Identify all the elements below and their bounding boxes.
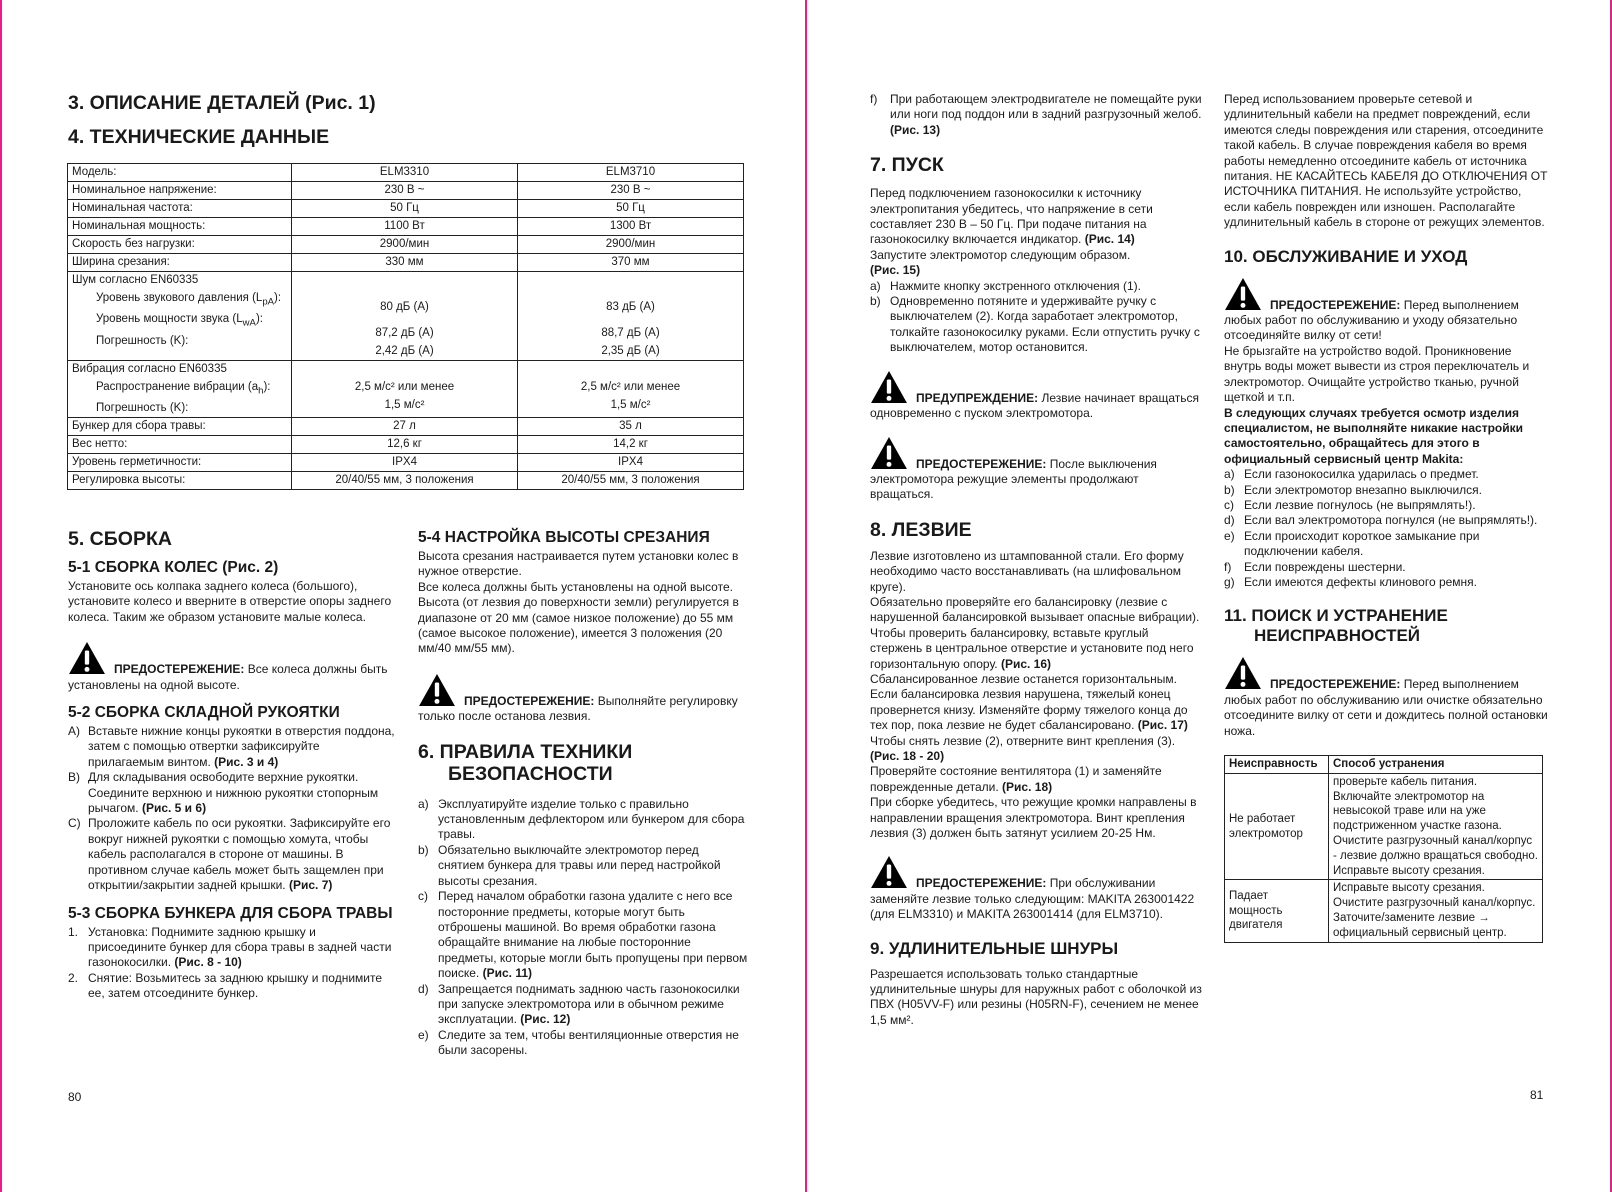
section-9-text: Разрешается использовать только стандартные удлинительные шнуры для наружных работ с оболочкой из ПВХ (H05VV-F) или резины (H05RN-F), сечением не менее 1,5 мм². xyxy=(870,966,1202,1027)
spec-value: 50 Гц xyxy=(518,200,744,218)
spec-value: 14,2 кг xyxy=(518,436,744,454)
spec-row xyxy=(68,200,744,218)
fault-cell: Не работает электромотор xyxy=(1225,773,1329,880)
section-5-4-text: Высота срезания настраивается путем установки колес в нужное отверстие. xyxy=(418,549,739,579)
spec-row xyxy=(68,472,744,490)
warning-10: ПРЕДОСТЕРЕЖЕНИЕ: Перед выполнением любых работ по обслуживанию и уходу обязательно отсоединяйте вилку от сети! xyxy=(1224,277,1548,344)
section-5-heading: 5. СБОРКА xyxy=(68,528,172,550)
section-10-text-bold: В следующих случаях требуется осмотр изделия специалистом, не выполняйте никакие настройки самостоятельно, обращайтесь для этого в официальный сервисный центр Makita: xyxy=(1224,405,1524,466)
section-8-text: Сбалансированное лезвие останется горизонтальным. Если балансировка лезвия нарушена, тяжелый конец провернется книзу. Изменяйте форму тяжелого конца до тех пор, пока лезвие не будет сбалансировано. (Рис. 17) Чтобы снять лезвие (2), отверните винт крепления (3). (Рис. 18 - 20) xyxy=(870,671,1188,763)
fault-cell: Падает мощность двигателя xyxy=(1225,880,1329,942)
warning-8: ПРЕДОСТЕРЕЖЕНИЕ: При обслуживании заменяйте лезвие только следующим: MAKITA 263001422 (для ELM3310) и MAKITA 263001414 (для ELM3710). xyxy=(870,855,1204,922)
spec-row xyxy=(68,164,744,182)
list-item: e) Следите за тем, чтобы вентиляционные отверстия не были засорены. xyxy=(418,1027,739,1058)
spec-value: 2900/мин xyxy=(292,236,518,254)
section-9-heading: 9. УДЛИНИТЕЛЬНЫЕ ШНУРЫ xyxy=(870,938,1119,958)
spec-noise-values-2 xyxy=(518,272,744,361)
spec-value: 83 дБ (A) xyxy=(606,301,655,313)
spec-value: 230 В ~ xyxy=(292,182,518,200)
spec-vib-values-2 xyxy=(518,361,744,418)
spec-value: 20/40/55 мм, 3 положения xyxy=(518,472,744,490)
spec-value: 50 Гц xyxy=(292,200,518,218)
noise-title: Шум согласно EN60335 xyxy=(72,274,199,286)
spec-value: 370 мм xyxy=(518,254,744,272)
warning-11: ПРЕДОСТЕРЕЖЕНИЕ: Перед выполнением любых работ по обслуживанию или очистке обязательно отсоедините вилку от сети и дождитесь полной остановки ножа. xyxy=(1224,656,1548,739)
list-item: a) Если газонокосилка ударилась о предмет. xyxy=(1224,467,1479,482)
page-number: 80 xyxy=(68,1090,82,1104)
list-item: e) Если происходит короткое замыкание при подключении кабеля. xyxy=(1224,528,1480,559)
spec-label: Номинальная частота: xyxy=(68,200,292,218)
troubleshooting-table xyxy=(1224,755,1543,943)
spec-value: 1,5 м/с² xyxy=(384,399,425,411)
spec-value: IPX4 xyxy=(292,454,518,472)
list-item: f) При работающем электродвигателе не помещайте руки или ноги под поддон или в задний разгрузочный желоб. (Рис. 13) xyxy=(870,92,1202,137)
page-number: 81 xyxy=(1530,1088,1544,1102)
warning-icon xyxy=(870,370,908,404)
spec-row-noise xyxy=(68,272,744,361)
spec-label: Номинальное напряжение: xyxy=(68,182,292,200)
section-5-4-text: Все колеса должны быть установлены на одной высоте. xyxy=(418,579,733,594)
section-5-4-heading: 5-4 НАСТРОЙКА ВЫСОТЫ СРЕЗАНИЯ xyxy=(418,529,710,546)
warning-icon xyxy=(1224,277,1262,311)
right-column xyxy=(418,528,748,1059)
table-header-row xyxy=(1225,756,1543,774)
section-5-2-list xyxy=(68,724,396,893)
table-row xyxy=(1225,880,1543,942)
section-7-text: Перед подключением газонокосилки к источнику электропитания убедитесь, что напряжение в сети составляет 230 В – 50 Гц. При подаче питания на газонокосилку включается индикатор. (Рис. 14) xyxy=(870,186,1153,247)
section-5-2-heading: 5-2 СБОРКА СКЛАДНОЙ РУКОЯТКИ xyxy=(68,704,340,722)
list-item: C) Проложите кабель по оси рукоятки. Зафиксируйте его вокруг нижней рукоятки с помощью хомута, чтобы кабель располагался в стороне от машины. В противном случае кабель может быть защемлен при открытии/закрытии задней крышки. (Рис. 7) xyxy=(68,816,391,893)
warning-7a: ПРЕДУПРЕЖДЕНИЕ: Лезвие начинает вращаться одновременно с пуском электромотора. xyxy=(870,370,1204,422)
spec-row xyxy=(68,454,744,472)
list-item: d) Запрещается поднимать заднюю часть газонокосилки при запуске электромотора или в обычном режиме эксплуатации. (Рис. 12) xyxy=(418,981,740,1027)
noise-lwa-label: Уровень мощности звука $(L_{wA})$: xyxy=(96,313,263,329)
list-item: c) Перед началом обработки газона удалите с него все посторонние предметы, которые могут быть отброшены машиной. Во время обработки газона обращайте внимание на любые посторонние предметы, которые могли быть пропущены при первом поиске. (Рис. 11) xyxy=(418,889,748,981)
warning-5-1: ПРЕДОСТЕРЕЖЕНИЕ: Все колеса должны быть установлены на одной высоте. xyxy=(68,641,396,693)
spec-value: 80 дБ (A) xyxy=(380,301,429,313)
spec-model-2: ELM3710 xyxy=(518,164,744,182)
spec-row xyxy=(68,182,744,200)
list-item: g) Если имеются дефекты клинового ремня. xyxy=(1224,574,1478,589)
left-column xyxy=(68,528,396,1002)
spec-value: 1100 Вт xyxy=(292,218,518,236)
section-5-3-heading: 5-3 СБОРКА БУНКЕРА ДЛЯ СБОРА ТРАВЫ xyxy=(68,904,393,922)
section-8-heading: 8. ЛЕЗВИЕ xyxy=(870,518,972,541)
section-6-list xyxy=(418,797,748,1059)
section-6-list-continued xyxy=(870,92,1204,138)
vib-k-label: Погрешность (K): xyxy=(96,402,189,415)
warning-icon xyxy=(870,436,908,470)
section-8-text: Обязательно проверяйте его балансировку (лезвие с нарушенной балансировкой вызывает опасные вибрации). Чтобы проверить балансировку, вставьте круглый стержень в центральное отверстие и установите под него горизонтальную опору. (Рис. 16) xyxy=(870,594,1200,671)
spec-row-vibration xyxy=(68,361,744,418)
section-4-heading: 4. ТЕХНИЧЕСКИЕ ДАННЫЕ xyxy=(68,126,330,148)
list-item: a) Эксплуатируйте изделие только с правильно установленным дефлектором или бункером для сбора травы. xyxy=(418,796,745,842)
spec-table xyxy=(67,163,744,490)
spec-value: 230 В ~ xyxy=(518,182,744,200)
column-header: Способ устранения xyxy=(1329,756,1543,774)
warning-icon xyxy=(870,855,908,889)
remedy-cell: Исправьте высоту срезания. Очистите разгрузочный канал/корпус. Заточите/замените лезвие → официальный сервисный центр. xyxy=(1329,880,1543,942)
spec-value: 2,5 м/с² или менее xyxy=(580,381,681,393)
list-item: b) Обязательно выключайте электромотор перед снятием бункера для травы или перед настройкой высоты срезания. xyxy=(418,842,721,888)
list-item: c) Если лезвие погнулось (не выпрямлять!). xyxy=(1224,497,1476,512)
spec-value: IPX4 xyxy=(518,454,744,472)
spec-value: 27 л xyxy=(292,418,518,436)
list-item: B) Для складывания освободите верхние рукоятки. Соедините верхнюю и нижнюю рукоятки стопорным рычагом. (Рис. 5 и 6) xyxy=(68,770,379,816)
list-item: 2. Снятие: Возьмитесь за заднюю крышку и поднимите ее, затем отсоедините бункер. xyxy=(68,970,383,1001)
spec-value: 2,5 м/с² или менее xyxy=(354,381,455,393)
section-7-heading: 7. ПУСК xyxy=(870,154,944,177)
spec-value: 2,35 дБ (A) xyxy=(601,345,660,357)
warning-5-4: ПРЕДОСТЕРЕЖЕНИЕ: Выполняйте регулировку только после останова лезвия. xyxy=(418,673,748,725)
spec-vib-labels xyxy=(68,361,292,418)
spec-noise-values-1 xyxy=(292,272,518,361)
spec-label: Вес нетто: xyxy=(68,436,292,454)
spec-row xyxy=(68,418,744,436)
column-header: Неисправность xyxy=(1225,756,1329,774)
warning-icon xyxy=(418,673,456,707)
spec-row xyxy=(68,236,744,254)
vib-ah-label: Распространение вибрации $(a_h)$: xyxy=(96,381,271,397)
section-10-list xyxy=(1224,467,1548,590)
spec-row xyxy=(68,436,744,454)
spec-noise-labels xyxy=(68,272,292,361)
list-item: A) Вставьте нижние концы рукоятки в отверстия поддона, затем с помощью отвертки зафиксируйте прилагаемым винтом. (Рис. 3 и 4) xyxy=(68,724,395,769)
page-right xyxy=(806,0,1612,1192)
noise-k-label: Погрешность (K): xyxy=(96,334,189,347)
section-3-heading: 3. ОПИСАНИЕ ДЕТАЛЕЙ (Рис. 1) xyxy=(68,92,376,114)
list-item: d) Если вал электромотора погнулся (не выпрямлять!). xyxy=(1224,513,1538,528)
spec-value: 330 мм xyxy=(292,254,518,272)
section-5-1-text: Установите ось колпака заднего колеса (большого), установите колесо и вверните в отверстие опоры заднего колеса. Таким же образом установите малые колеса. xyxy=(68,579,392,624)
list-item: a) Нажмите кнопку экстренного отключения (1). xyxy=(870,278,1141,293)
noise-lpa-label: Уровень звукового давления $(L_{pA})$: xyxy=(96,292,282,308)
spec-model-1: ELM3310 xyxy=(292,164,518,182)
spec-value: 35 л xyxy=(518,418,744,436)
section-7-text-b: Запустите электромотор следующим образом. (Рис. 15) xyxy=(870,247,1131,278)
section-5-1-heading: 5-1 СБОРКА КОЛЕС (Рис. 2) xyxy=(68,559,279,576)
spec-vib-values-1 xyxy=(292,361,518,418)
spec-label: Регулировка высоты: xyxy=(68,472,292,490)
section-8-text: Проверяйте состояние вентилятора (1) и заменяйте поврежденные детали. (Рис. 18) xyxy=(870,764,1162,794)
spec-value: 20/40/55 мм, 3 положения xyxy=(292,472,518,490)
section-7-list xyxy=(870,279,1204,356)
section-9-text-b: Перед использованием проверьте сетевой и удлинительный кабели на предмет повреждений, если имеются следы повреждения или старения, отсоедините такой кабель. В случае повреждения кабеля во время работы немедленно отсоедините кабель от источника питания. НЕ КАСАЙТЕСЬ КАБЕЛЯ ДО ОТКЛЮЧЕНИЯ ОТ ИСТОЧНИКА ПИТАНИЯ. Не используйте устройство, если кабель поврежден или изношен. Располагайте удлинительный кабель в стороне от режущих элементов. xyxy=(1224,92,1548,230)
list-item: b) Если электромотор внезапно выключился. xyxy=(1224,482,1483,497)
spec-row xyxy=(68,218,744,236)
spec-label: Ширина срезания: xyxy=(68,254,292,272)
spec-label: Скорость без нагрузки: xyxy=(68,236,292,254)
spec-row xyxy=(68,254,744,272)
spec-label: Бункер для сбора травы: xyxy=(68,418,292,436)
vib-title: Вибрация согласно EN60335 xyxy=(72,363,227,375)
spec-label: Номинальная мощность: xyxy=(68,218,292,236)
list-item: f) Если повреждены шестерни. xyxy=(1224,559,1406,574)
spec-value: 12,6 кг xyxy=(292,436,518,454)
spec-value: 88,7 дБ (A) xyxy=(601,327,660,339)
spec-value: 87,2 дБ (A) xyxy=(375,327,434,339)
remedy-cell: проверьте кабель питания. Включайте электромотор на невысокой траве или на уже подстриженном участке газона. Очистите разгрузочный канал/корпус - лезвие должно вращаться свободно. Исправьте высоту срезания. xyxy=(1329,773,1543,880)
spec-label: Уровень герметичности: xyxy=(68,454,292,472)
right-page-column-2 xyxy=(1224,92,1548,943)
section-6-heading: 6. ПРАВИЛА ТЕХНИКИ БЕЗОПАСНОСТИ xyxy=(418,740,633,785)
section-10-text: Не брызгайте на устройство водой. Проникновение внутрь воды может вывести из строя переключатель и электромотор. Очищайте устройство тканью, ручной щеткой и т.п. xyxy=(1224,343,1530,405)
section-8-text: Лезвие изготовлено из штампованной стали. Его форму необходимо часто восстанавливать (на шлифовальном круге). xyxy=(870,548,1184,594)
spec-value: 2900/мин xyxy=(518,236,744,254)
section-5-4-text: Высота (от лезвия до поверхности земли) регулируется в диапазоне от 20 мм (самое низкое положение) до 55 мм (самое высокое положение), имеется 3 положения (20 мм/40 мм/55 мм). xyxy=(418,595,739,656)
warning-7b: ПРЕДОСТЕРЕЖЕНИЕ: После выключения электромотора режущие элементы продолжают вращаться. xyxy=(870,436,1204,503)
right-page-column-1 xyxy=(870,92,1204,1028)
warning-icon xyxy=(1224,656,1262,690)
spec-value: 2,42 дБ (A) xyxy=(375,345,434,357)
section-10-heading: 10. ОБСЛУЖИВАНИЕ И УХОД xyxy=(1224,246,1468,266)
list-item: b) Одновременно потяните и удерживайте ручку с выключателем (2). Когда заработает электромотор, толкайте газонокосилку руками. Если отпустить ручку с выключателем, мотор остановится. xyxy=(870,294,1200,355)
section-5-3-list xyxy=(68,925,396,1002)
list-item: 1. Установка: Поднимите заднюю крышку и присоедините бункер для сбора травы в задней части газонокосилки. (Рис. 8 - 10) xyxy=(68,924,392,970)
spec-value: 1,5 м/с² xyxy=(610,399,651,411)
warning-icon xyxy=(68,641,106,675)
spec-label: Модель: xyxy=(68,164,292,182)
section-8-text: При сборке убедитесь, что режущие кромки направлены в направлении вращения электромотора. Винт крепления лезвия (3) должен быть затянут усилием 20-25 Нм. xyxy=(870,795,1197,841)
spec-value: 1300 Вт xyxy=(518,218,744,236)
section-11-heading: 11. ПОИСК И УСТРАНЕНИЕ НЕИСПРАВНОСТЕЙ xyxy=(1224,606,1448,646)
table-row xyxy=(1225,773,1543,880)
